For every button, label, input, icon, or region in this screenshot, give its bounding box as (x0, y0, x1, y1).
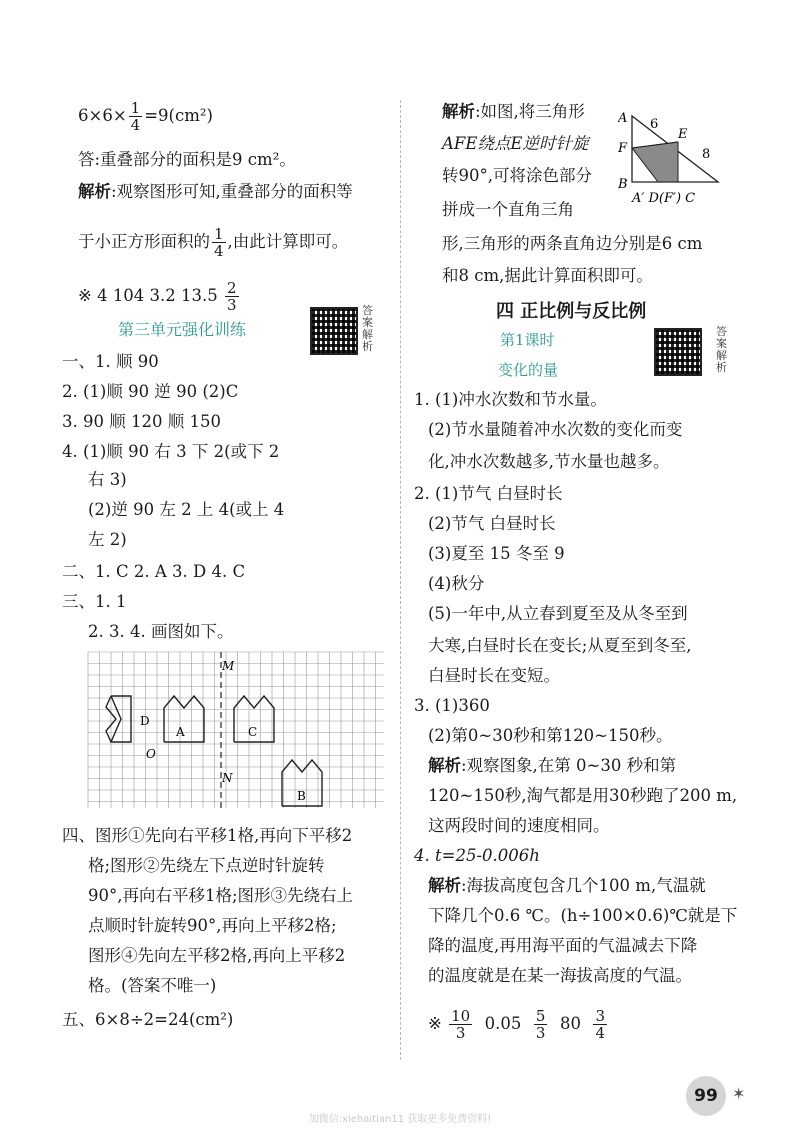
extra-answers (78, 280, 241, 313)
answer-line: 四、图形①先向右平移1格,再向下平移2 (62, 826, 353, 845)
answer-line: 格;图形②先绕左下点逆时针旋转 (88, 856, 325, 875)
answer-line: 1. (1)冲水次数和节水量。 (414, 390, 607, 409)
fraction-denominator: 4 (130, 116, 141, 134)
label-b: B (618, 177, 628, 192)
fraction-denominator: 4 (214, 242, 224, 260)
fraction-denominator: 3 (227, 296, 237, 314)
analysis-line: 和8 cm,据此计算面积即可。 (442, 266, 653, 285)
qr-code-icon (654, 328, 702, 376)
analysis-text: :观察图形可知,重叠部分的面积等 (111, 182, 353, 201)
fraction (212, 226, 226, 259)
shape-d (111, 696, 131, 742)
extra-answers-text: ※ 4 104 3.2 13.5 (78, 286, 218, 305)
analysis-text: :如图,将三角形 (475, 102, 585, 121)
formula-text: =9(cm²) (144, 106, 213, 125)
label-f: F (618, 141, 628, 156)
answer-line: (3)夏至 15 冬至 9 (428, 544, 565, 563)
answer-line: 降的温度,再用海平面的气温减去下降 (428, 936, 698, 955)
analysis-line (78, 182, 353, 202)
fraction-numerator: 1 (214, 225, 224, 243)
fraction-numerator: 5 (535, 1007, 546, 1025)
lesson-subtitle: 变化的量 (498, 361, 559, 379)
column-divider (400, 100, 401, 1060)
formula-text: 6×6× (78, 106, 127, 125)
shaded-region (632, 142, 678, 182)
answer-line: 90°,再向右平移1格;图形③先绕右上 (88, 886, 354, 905)
label-n: N (222, 771, 233, 785)
label-a: A (618, 111, 628, 126)
answer-line: 左 2) (88, 530, 127, 549)
analysis-line (442, 102, 585, 122)
answer-line: 下降几个0.6 ℃。(h÷100×0.6)℃就是下 (428, 906, 738, 925)
label-m: M (222, 659, 235, 673)
answer-line: 的温度就是在某一海拔高度的气温。 (428, 966, 692, 985)
fraction (225, 280, 239, 313)
analysis-line (78, 226, 348, 259)
fraction-numerator: 10 (451, 1007, 471, 1025)
fraction-denominator: 3 (455, 1024, 466, 1042)
analysis-label: 解析 (428, 756, 461, 775)
formula-line (78, 100, 213, 133)
analysis-line: 形,三角形的两条直角边分别是6 cm (442, 234, 703, 253)
fraction (534, 1008, 548, 1041)
footer-watermark: 加微信:xiehaitian11 获取更多免费资料! (308, 1114, 492, 1125)
analysis-line (428, 756, 676, 776)
fraction (593, 1008, 607, 1041)
fraction-denominator: 4 (595, 1024, 606, 1042)
triangle-figure (618, 102, 738, 212)
extra-answers (428, 1008, 609, 1041)
chapter-title: 四 正比例与反比例 (496, 301, 647, 322)
qr-code-icon (310, 307, 358, 355)
star-icon: ✶ (732, 1084, 746, 1103)
analysis-label: 解析 (428, 876, 461, 895)
answer-line: 右 3) (88, 470, 127, 489)
analysis-line: 转90°,可将涂色部分 (442, 166, 592, 185)
label-o: O (146, 747, 156, 761)
lesson-title: 第1课时 (500, 331, 555, 349)
analysis-line (428, 876, 706, 896)
label-c: C (248, 725, 258, 739)
qr-label: 答案解析 (716, 325, 727, 374)
answer-line: (2)第0~30秒和第120~150秒。 (428, 726, 673, 745)
answer-line: 二、1. C 2. A 3. D 4. C (62, 562, 246, 581)
fraction-numerator: 2 (227, 279, 237, 297)
answer-line: (2)节气 白昼时长 (428, 514, 556, 533)
fraction-numerator: 1 (130, 99, 141, 117)
answer-line: 格。(答案不唯一) (88, 976, 217, 995)
answer-line: 4. t=25-0.006h (414, 846, 540, 865)
section-title: 第三单元强化训练 (118, 320, 247, 339)
answer-line: 答:重叠部分的面积是9 cm²。 (78, 150, 296, 169)
label-d: D (140, 714, 150, 728)
analysis-line: AFE绕点E逆时针旋 (442, 134, 589, 153)
analysis-label: 解析 (442, 102, 475, 121)
extra-answers-text: ※ (428, 1014, 442, 1033)
extra-answers-text: 80 (559, 1014, 581, 1033)
qr-label: 答案解析 (362, 304, 373, 353)
analysis-label: 解析 (78, 182, 111, 201)
label-six: 6 (650, 117, 659, 132)
fraction (129, 100, 143, 133)
analysis-text: :观察图象,在第 0~30 秒和第 (461, 756, 677, 775)
answer-line: 2. 3. 4. 画图如下。 (88, 622, 234, 641)
answer-line: 图形④先向左平移2格,再向上平移2 (88, 946, 346, 965)
answer-line: 3. (1)360 (414, 696, 490, 715)
answer-line: 一、1. 顺 90 (62, 352, 159, 371)
analysis-text: ,由此计算即可。 (227, 232, 349, 251)
grid-figure (86, 650, 386, 810)
answer-line: 大寒,白昼时长在变长;从夏至到冬至, (428, 636, 692, 655)
answer-line: 2. (1)节气 白昼时长 (414, 484, 563, 503)
extra-answers-text: 0.05 (484, 1014, 522, 1033)
answer-line: (5)一年中,从立春到夏至及从冬至到 (428, 604, 688, 623)
answer-line: (4)秋分 (428, 574, 485, 593)
label-e: E (678, 127, 688, 142)
answer-line: 2. (1)顺 90 逆 90 (2)C (62, 382, 239, 401)
analysis-line: 拼成一个直角三角 (442, 200, 574, 219)
answer-line: 点顺时针旋转90°,再向上平移2格; (88, 916, 337, 935)
fraction-numerator: 3 (595, 1007, 606, 1025)
answer-line: 3. 90 顺 120 顺 150 (62, 412, 221, 431)
answer-line: 五、6×8÷2=24(cm²) (62, 1010, 234, 1029)
answer-line: 三、1. 1 (62, 592, 127, 611)
answer-line: 化,冲水次数越多,节水量也越多。 (428, 452, 670, 471)
analysis-text: 于小正方形面积的 (78, 232, 210, 251)
answer-line: 120~150秒,淘气都是用30秒跑了200 m, (428, 786, 738, 805)
label-eight: 8 (702, 147, 711, 162)
answer-line: 这两段时间的速度相同。 (428, 816, 610, 835)
fraction (449, 1008, 472, 1041)
bottom-labels: A′ D(F′) C (632, 191, 696, 206)
answer-line: (2)节水量随着冲水次数的变化而变 (428, 420, 683, 439)
page-number: 99 (686, 1076, 726, 1116)
answer-line: (2)逆 90 左 2 上 4(或上 4 (88, 500, 285, 519)
label-b: B (297, 789, 306, 803)
label-a: A (176, 725, 185, 739)
grid-lines (88, 652, 384, 808)
answer-line: 白昼时长在变短。 (428, 666, 560, 685)
fraction-denominator: 3 (535, 1024, 546, 1042)
analysis-text: :海拔高度包含几个100 m,气温就 (461, 876, 706, 895)
answer-line: 4. (1)顺 90 右 3 下 2(或下 2 (62, 442, 280, 461)
